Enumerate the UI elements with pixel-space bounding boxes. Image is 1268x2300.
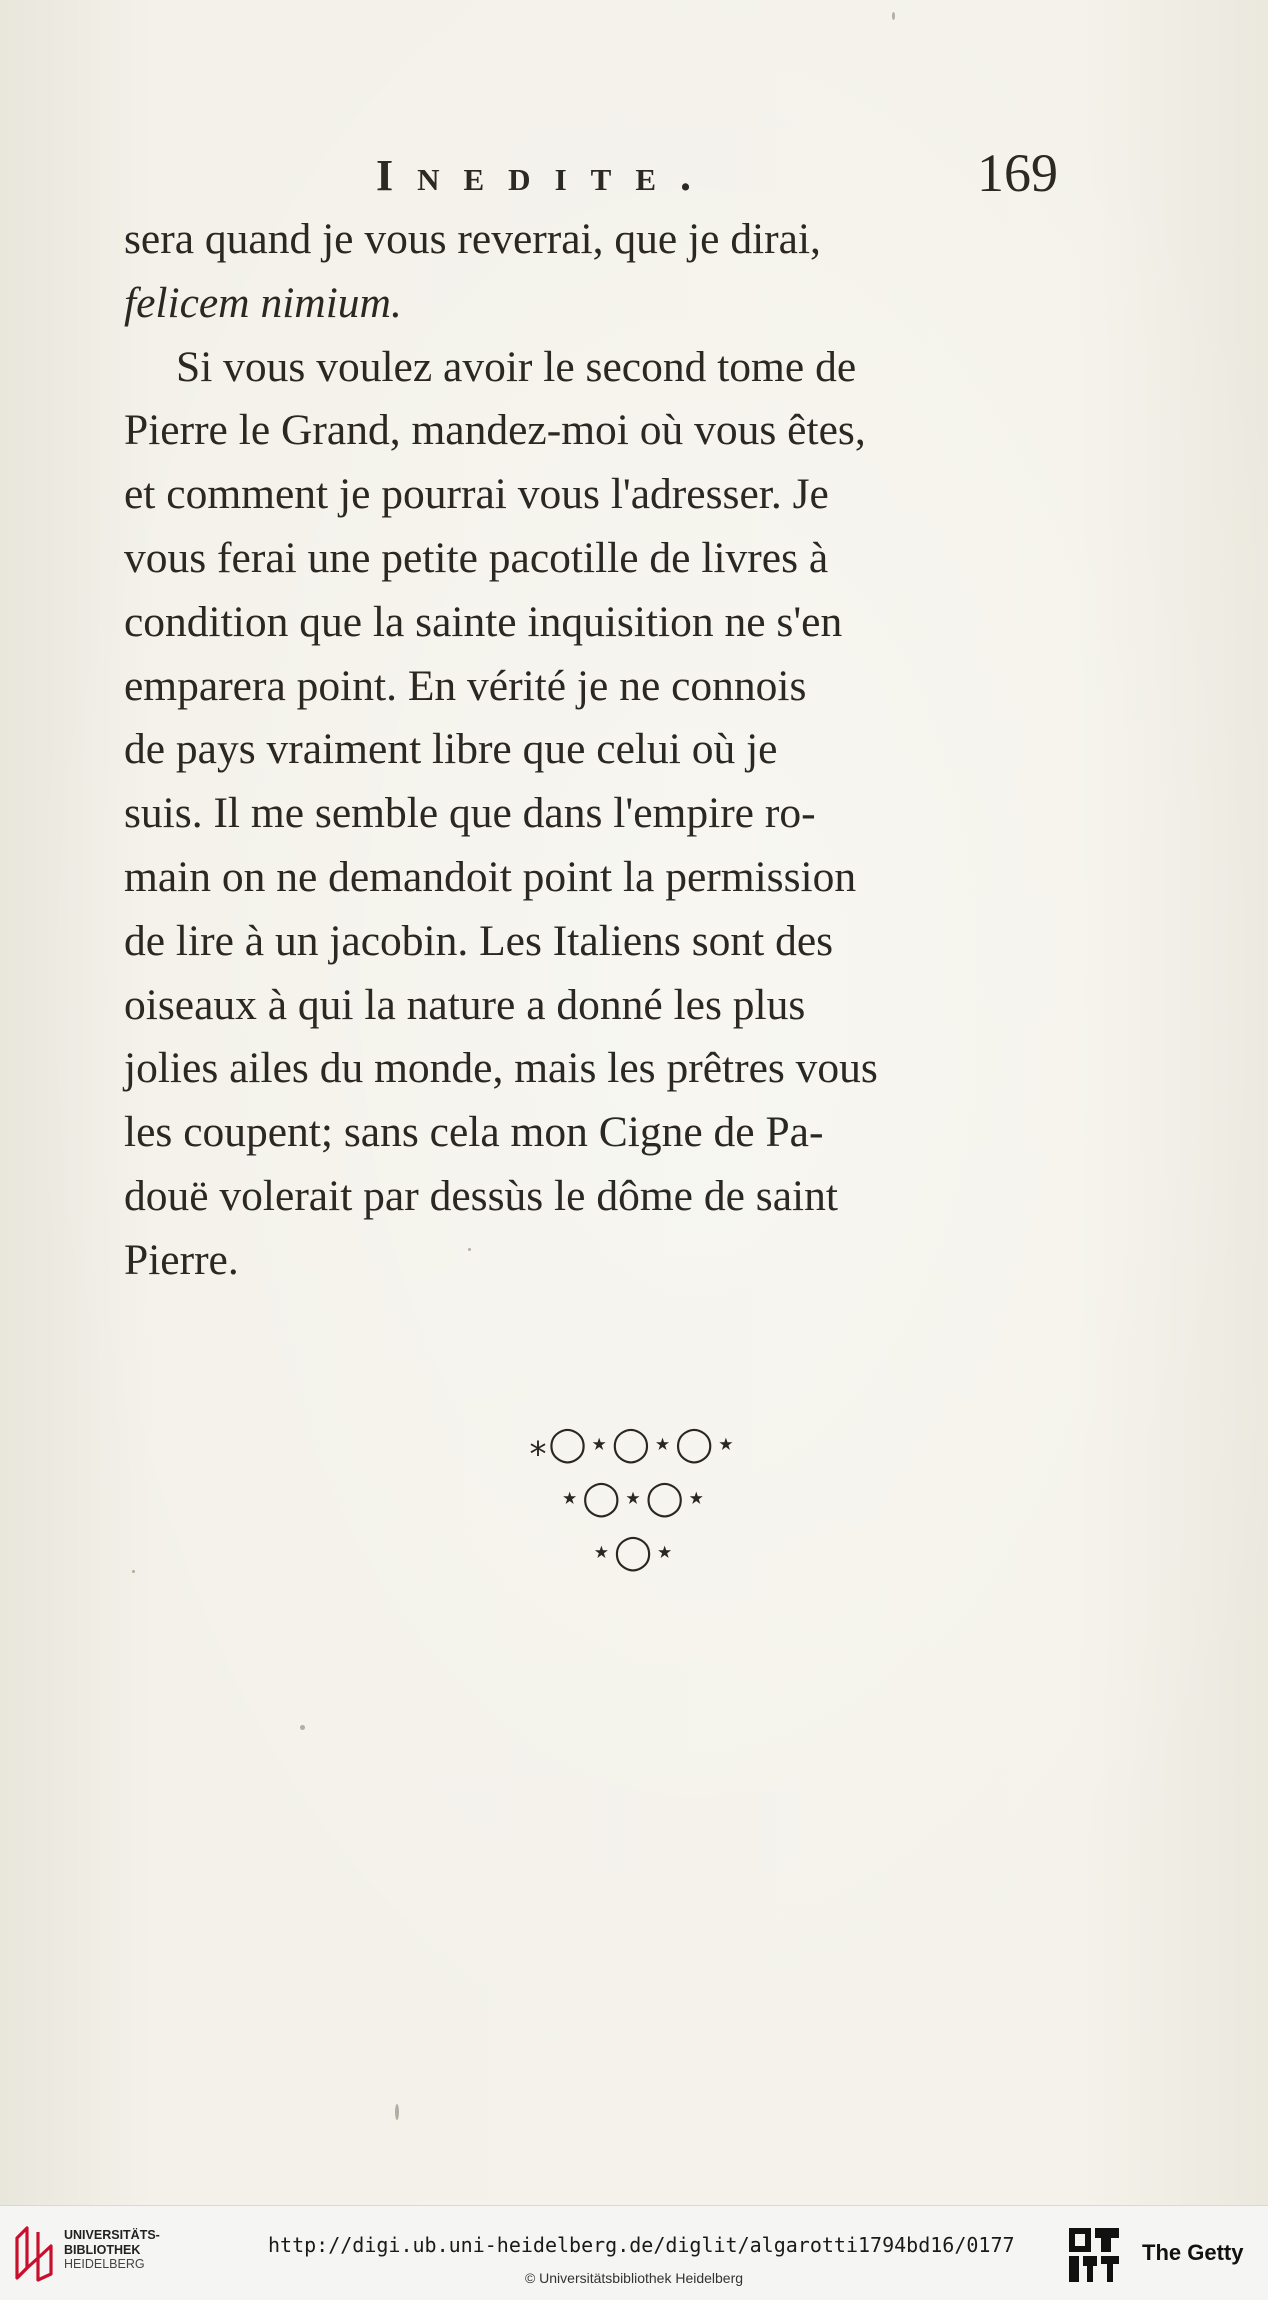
library-name-line: UNIVERSITÄTS- <box>64 2228 160 2242</box>
latin-phrase: felicem nimium. <box>124 278 402 327</box>
library-name <box>64 2228 160 2272</box>
paper-speck <box>892 12 895 20</box>
text-line: emparera point. En vérité je ne connois <box>124 661 807 710</box>
text-line: de pays vraiment libre que celui où je <box>124 725 778 774</box>
ornament-row: ⋆◯⋆◯⋆ <box>559 1478 709 1518</box>
text-line: condition que la sainte inquisition ne s'en <box>124 597 843 646</box>
text-line: les coupent; sans cela mon Cigne de Pa- <box>124 1108 824 1157</box>
paper-speck <box>395 2104 399 2120</box>
text-line: suis. Il me semble que dans l'empire ro- <box>124 789 816 838</box>
text-line: Si vous voulez avoir le second tome de <box>176 342 857 391</box>
text-line: Pierre. <box>124 1235 239 1284</box>
text-line: de lire à un jacobin. Les Italiens sont des <box>124 916 834 965</box>
paper-speck <box>132 1570 135 1573</box>
paper-speck <box>300 1725 305 1730</box>
running-head: Inedite. <box>376 151 715 200</box>
library-name-line: HEIDELBERG <box>64 2257 145 2271</box>
ornament-row: ⁎◯⋆◯⋆◯⋆ <box>529 1424 739 1464</box>
page-number: 169 <box>977 143 1058 203</box>
text-line: main on ne demandoit point la permission <box>124 852 857 901</box>
text-line: oiseaux à qui la nature a donné les plus <box>124 980 806 1029</box>
getty-label: The Getty <box>1142 2240 1244 2265</box>
page-header <box>120 140 1068 210</box>
permalink-url[interactable]: http://digi.ub.uni-heidelberg.de/diglit/algarotti1794bd16/0177 <box>268 2233 1015 2257</box>
text-line: jolies ailes du monde, mais les prêtres vous <box>124 1044 878 1093</box>
ornament-row: ⋆◯⋆ <box>590 1532 678 1572</box>
text-line: vous ferai une petite pacotille de livres à <box>124 533 829 582</box>
library-name-line: BIBLIOTHEK <box>64 2242 141 2257</box>
text-line: et comment je pourrai vous l'adresser. Je <box>124 470 829 519</box>
getty-logo-icon <box>1067 2226 1121 2284</box>
paper-speck <box>468 1248 471 1251</box>
text-line: douë volerait par dessùs le dôme de saint <box>124 1171 838 1220</box>
text-line: sera quand je vous reverrai, que je dirai, <box>124 215 821 263</box>
footer-bar <box>0 2205 1268 2300</box>
text-line: Pierre le Grand, mandez-moi où vous êtes, <box>124 406 866 455</box>
letter-text <box>124 208 1068 1293</box>
copyright-notice: © Universitätsbibliothek Heidelberg <box>524 2270 744 2286</box>
